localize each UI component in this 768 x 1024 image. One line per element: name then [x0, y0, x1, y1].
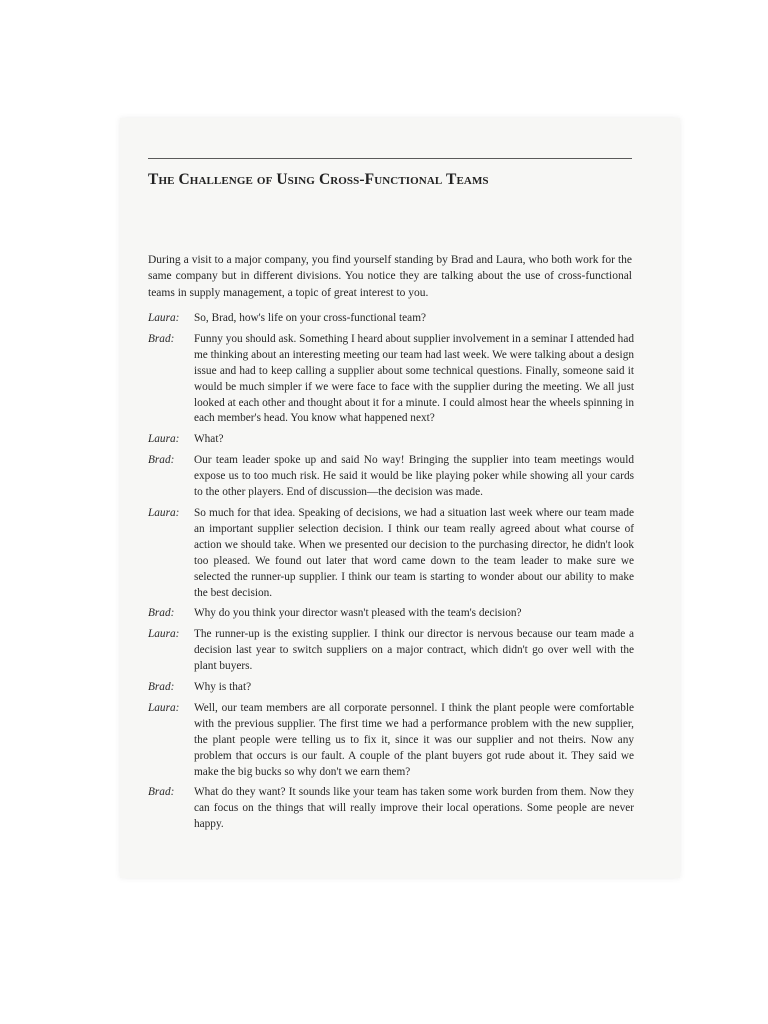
dialogue-turn [148, 332, 634, 427]
speech-text: What do they want? It sounds like your team has taken some work burden from them. Now they can focus on the things that will really improve their local operations. Some people are never happy. [194, 786, 634, 831]
speaker-label: Brad: [148, 607, 175, 620]
dialogue-turn [148, 785, 634, 833]
dialogue-turn [148, 506, 634, 601]
speaker-label: Laura: [148, 701, 180, 714]
dialogue-turn [148, 432, 634, 448]
speaker-label: Laura: [148, 506, 180, 519]
dialogue-turn [148, 311, 634, 327]
speaker-label: Brad: [148, 332, 175, 345]
speaker-label: Laura: [148, 433, 180, 446]
speaker-label: Brad: [148, 681, 175, 694]
speaker-label: Laura: [148, 312, 180, 324]
speech-text: The runner-up is the existing supplier. I think our director is nervous because our team made a decision last year to switch suppliers on a major contract, which didn't go over well with the plant buyers. [194, 628, 634, 673]
speech-text: Why is that? [194, 681, 252, 694]
speech-text: Funny you should ask. Something I heard about supplier involvement in a seminar I attended had me thinking about an interesting meeting our team had last week. We were talking about a design issue and had to keep calling a supplier about some technical questions. Finally, someone said it would be much simpler if we were face to face with the supplier during the meeting. We all just looked at each other and thought about it for a minute. I could almost hear the wheels spinning in each member's head. You know what happened next? [194, 332, 634, 425]
speech-text: So, Brad, how's life on your cross-functional team? [194, 312, 426, 324]
speech-text: What? [194, 433, 224, 446]
title-rule [148, 158, 632, 159]
dialogue [148, 311, 634, 838]
speech-text: So much for that idea. Speaking of decisions, we had a situation last week where our team made an important supplier selection decision. I think our team really agreed about what course of action we should take. When we presented our decision to the purchasing director, he didn't look too pleased. We found out later that word came down to the team leader to make sure we selected the runner-up supplier. I think our team is starting to wonder about our ability to make the best decision. [194, 506, 634, 599]
speaker-label: Brad: [148, 786, 175, 799]
speaker-label: Laura: [148, 628, 180, 641]
speech-text: Our team leader spoke up and said No way! Bringing the supplier into team meetings would expose us to too much risk. He said it would be like playing poker while showing all your cards to the other players. End of discussion—the decision was made. [194, 454, 634, 499]
dialogue-turn [148, 701, 634, 781]
document-title: The Challenge of Using Cross-Functional Teams [148, 171, 489, 188]
intro-paragraph: During a visit to a major company, you find yourself standing by Brad and Laura, who both work for the same company but in different divisions. You notice they are talking about the use of cross-functional teams in supply management, a topic of great interest to you. [148, 254, 632, 299]
speaker-label: Brad: [148, 454, 175, 467]
speech-text: Well, our team members are all corporate personnel. I think the plant people were comfortable with the previous supplier. The first time we had a performance problem with the new supplier, the plant people were telling us to fix it, since it was our supplier and not theirs. Now any problem that occurs is our fault. A couple of the plant buyers got rude about it. They said we make the big bucks so why don't we earn them? [194, 701, 634, 778]
speech-text: Why do you think your director wasn't pleased with the team's decision? [194, 607, 522, 620]
dialogue-turn [148, 680, 634, 696]
dialogue-turn [148, 606, 634, 622]
dialogue-turn [148, 627, 634, 675]
dialogue-turn [148, 453, 634, 501]
